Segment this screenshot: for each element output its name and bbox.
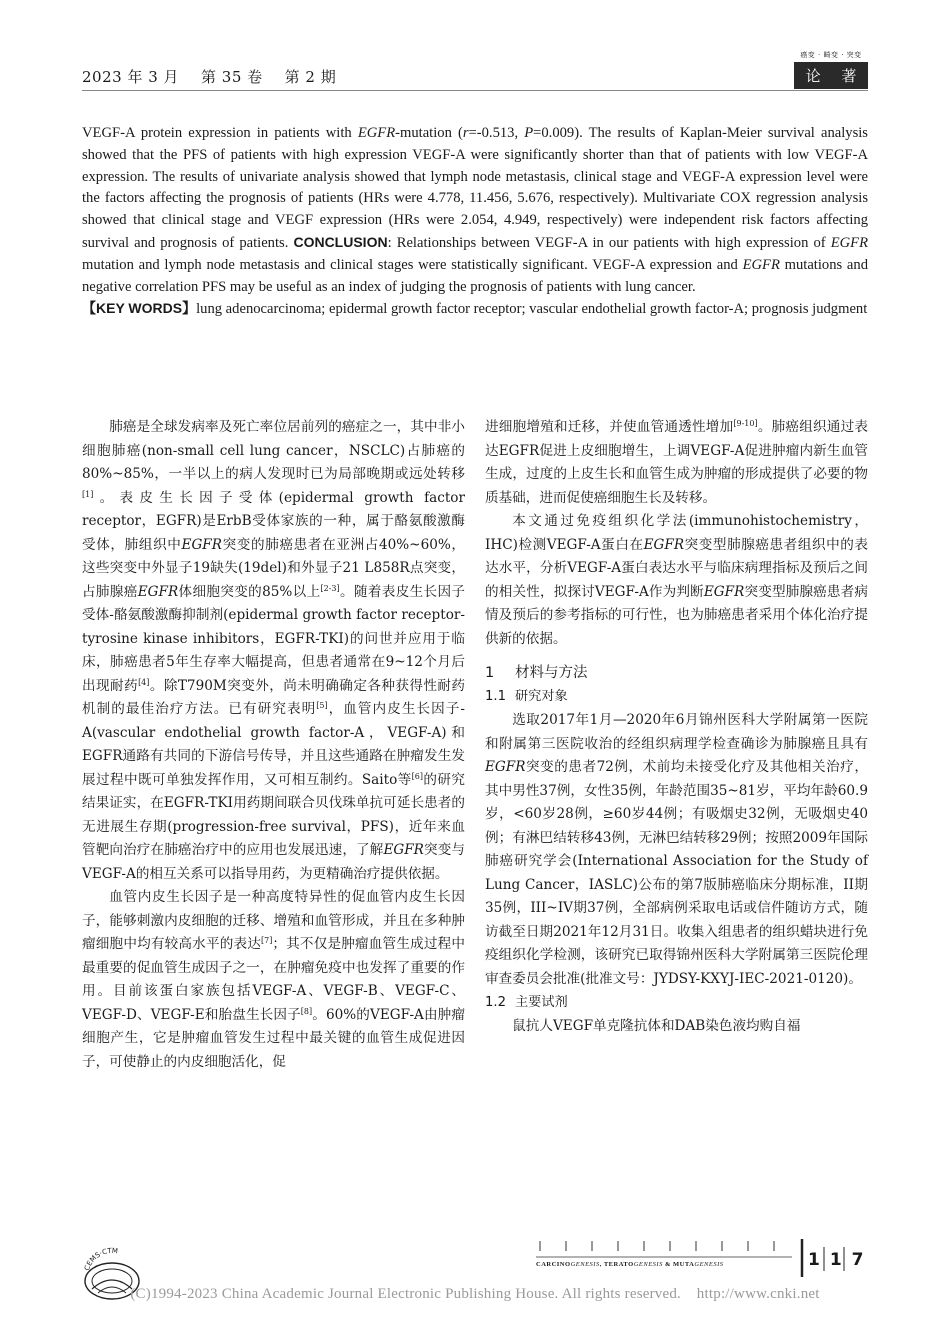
citation[interactable]: [8] — [300, 1006, 313, 1016]
abstract-body: VEGF-A protein expression in patients with EGFR-mutation (r=-0.513, P=0.009). The results of Kaplan-Meier survival analysis showed that the PFS of patients with high expression VEGF-A were significantly shorter than that of patients with low VEGF-A expression. The results of univariate analysis showed that lymph node metastasis, clinical stage and VEGF-A expression level were the factors affecting the prognosis of patients (HRs were 4.778, 11.456, 5.676, respectively). Multivariate COX regression analysis showed that clinical stage and VEGF expression (HRs were 2.054, 4.949, respectively) were independent risk factors affecting survival and prognosis of patients. CONCLUSION: Relationships between VEGF-A in our patients with high expression of EGFR mutation and lymph node metastasis and clinical stages were statistically significant. VEGF-A expression and EGFR mutations and negative correlation PFS may be useful as an index of judging the prognosis of patients with lung cancer. — [82, 125, 868, 295]
header-divider — [82, 90, 868, 91]
running-header — [82, 66, 358, 87]
issue-volume: 第 35 卷 — [201, 68, 263, 86]
intro-paragraph-3: 本文通过免疫组织化学法(immunohistochemistry，IHC)检测VEGF-A蛋白在EGFR突变型肺腺癌患者组织中的表达水平，分析VEGF-A蛋白表达水平与临床病理指标及预后之间的相关性，拟探讨VEGF-A作为判断EGFR突变型肺腺癌患者病情及预后的参考指标的可行性，也为肺癌患者采用个体化治疗提供新的依据。 — [485, 513, 869, 647]
issue-date: 2023 年 3 月 — [82, 68, 180, 86]
reagents-paragraph: 鼠抗人VEGF单克隆抗体和DAB染色液均购自福 — [512, 1018, 801, 1034]
keywords-text: lung adenocarcinoma; epidermal growth factor receptor; vascular endothelial growth factor-A; prognosis judgment — [196, 301, 868, 318]
right-column — [485, 416, 868, 1039]
citation[interactable]: [6] — [411, 771, 424, 781]
subsection-heading-subjects: 1.1 研究对象 — [485, 689, 568, 704]
conclusion-label: CONCLUSION — [293, 233, 388, 250]
journal-name-block — [536, 1237, 792, 1277]
section-badge — [794, 50, 868, 89]
keywords-label: 【KEY WORDS】 — [82, 300, 197, 317]
journal-name: CARCINOGENESIS, TERATOGENESIS & MUTAGENESIS — [536, 1261, 724, 1268]
citation[interactable]: [1] — [82, 489, 94, 499]
subjects-paragraph: 选取2017年1月—2020年6月锦州医科大学附属第一医院和附属第三医院收治的经组织病理学检查确诊为肺腺癌且具有EGFR突变的患者72例，术前均未接受化疗及其他相关治疗，其中男性37例，女性35例，年龄范围35~81岁，平均年龄60.9岁，<60岁28例，≥60岁44例；有吸烟史32例，无吸烟史40例；有淋巴结转移43例，无淋巴结转移29例；按照2009年国际肺癌研究学会(International Association for the Study of Lung Cancer，IASLC)公布的第7版肺癌临床分期标准，II期35例，III~IV期37例，全部病例采取电话或信件随访方式，随访截至日期2021年12月31日。收集入组患者的组织蜡块进行免疫组织化学检测，该研究已取得锦州医科大学附属第三医院伦理审查委员会批准(批准文号：JYDSY-KXYJ-IEC-2021-0120)。 — [485, 712, 868, 987]
citation[interactable]: [7] — [261, 936, 273, 945]
intro-paragraph-2: 血管内皮生长因子是一种高度特异性的促血管内皮生长因子，能够刺激内皮细胞的迁移、增殖和血管形成，并且在多种肿瘤细胞中均有较高水平的表达[7]；其不仅是肿瘤血管生成过程中最重要的促血管生成因子之一，在肿瘤免疫中也发挥了重要的作用。目前该蛋白家族包括VEGF-A、VEGF-B、VEGF-C、VEGF-D、VEGF-E和胎盘生长因子[8]。60%的VEGF-A由肿瘤细胞产生，它是肿瘤血管发生过程中最关键的血管生成促进因子，可使静止的内皮细胞活化，促 — [82, 889, 465, 1070]
badge-label: 论 著 — [794, 62, 868, 89]
issue-number: 第 2 期 — [284, 68, 337, 86]
svg-text:CEMS·CTM: CEMS·CTM — [83, 1246, 119, 1272]
citation[interactable]: [2-3] — [320, 583, 340, 593]
left-column — [82, 416, 465, 1074]
copyright-watermark: (C)1994-2023 China Academic Journal Electronic Publishing House. All rights reserved. http://www.cnki.net — [130, 1286, 820, 1302]
citation[interactable]: [4] — [138, 677, 150, 687]
subsection-heading-reagents: 1.2 主要试剂 — [485, 995, 568, 1010]
badge-subtitle: 癌变 · 畸变 · 突变 — [800, 51, 862, 59]
intro-paragraph-2-cont: 进细胞增殖和迁移，并使血管通透性增加[9-10]。肺癌组织通过表达EGFR促进上皮细胞增生，上调VEGF-A促进肿瘤内新生血管生成，过度的上皮生长和血管生成为肿瘤的形成提供了必要的物质基础，进而促使癌细胞生长及转移。 — [485, 419, 869, 506]
intro-paragraph-1: 肺癌是全球发病率及死亡率位居前列的癌症之一，其中非小细胞肺癌(non-small cell lung cancer，NSCLC)占肺癌的80%~85%，一半以上的病人发现时已为局部晚期或远处转移[1]。表皮生长因子受体(epidermal growth factor receptor，EGFR)是ErbB受体家族的一种，属于酪氨酸激酶受体，肺组织中EGFR突变的肺癌患者在亚洲占40%~60%，这些突变中外显子19缺失(19del)和外显子21 L858R点突变，占肺腺癌EGFR体细胞突变的85%以上[2-3]。随着表皮生长因子受体-酪氨酸激酶抑制剂(epidermal growth factor receptor-tyrosine kinase inhibitors，EGFR-TKI)的问世并应用于临床，肺癌患者5年生存率大幅提高，但患者通常在9~12个月后出现耐药[4]。除T790M突变外，尚未明确确定各种获得性耐药机制的最佳治疗方法。已有研究表明[5]，血管内皮生长因子-A(vascular endothelial growth factor-A，VEGF-A)和EGFR通路有共同的下游信号传导，并且这些通路在肿瘤发生发展过程中既可单独发挥作用，又可相互制约。Saito等[6]的研究结果证实，在EGFR-TKI用药期间联合贝伐珠单抗可延长患者的无进展生存期(progression-free survival，PFS)，近年来血管靶向治疗在肺癌治疗中的应用也发展迅速，了解EGFR突变与VEGF-A的相互关系可以指导用药，为更精确治疗提供依据。 — [82, 419, 466, 882]
page-number-box — [800, 1237, 874, 1277]
journal-bars — [536, 1237, 792, 1259]
english-abstract — [82, 123, 868, 321]
citation[interactable]: [5] — [316, 701, 328, 710]
section-heading-methods: 1 材料与方法 — [485, 665, 588, 681]
keywords — [82, 298, 868, 321]
citation[interactable]: [9-10] — [733, 419, 758, 428]
page-number: 117 — [808, 1250, 874, 1270]
